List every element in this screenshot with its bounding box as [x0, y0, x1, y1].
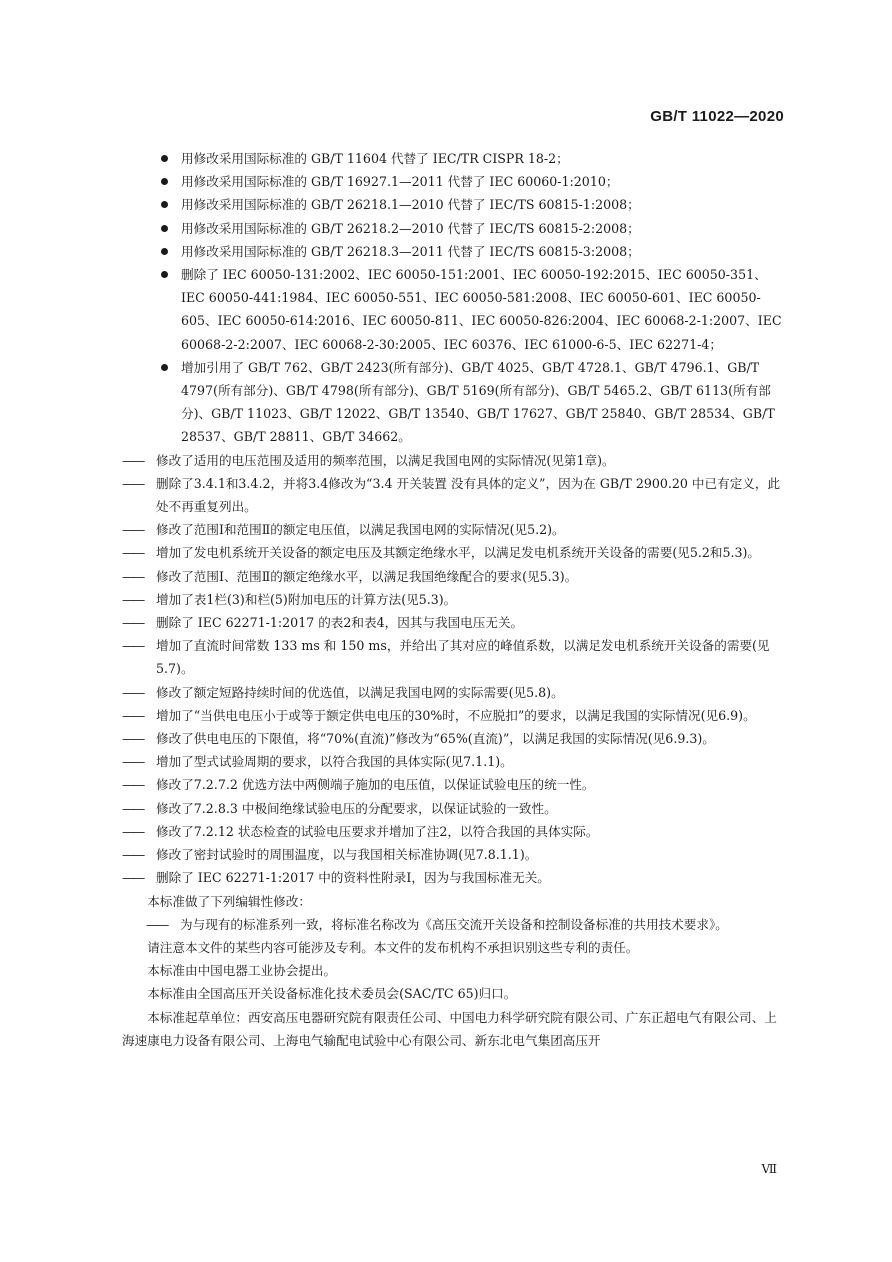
standard-number-header: GB/T 11022—2020	[650, 108, 784, 125]
change-item: —— 增加了表1栏(3)和栏(5)附加电压的计算方法(见5.3)。	[122, 588, 788, 611]
bullet-item: 增加引用了 GB/T 762、GB/T 2423(所有部分)、GB/T 4025、GB/T 4728.1、GB/T 4796.1、GB/T 4797(所有部分)、GB/T 4798(所有部分)、GB/T 5169(所有部分)、GB/T 5465.2、GB/T 6113(所有部分)、GB/T 11023、GB/T 12022、GB/T 13540、GB/T 17627、GB/T 25840、GB/T 28534、GB/T 28537、GB/T 28811、GB/T 34662。	[122, 356, 788, 449]
bullet-item: 用修改采用国际标准的 GB/T 11604 代替了 IEC/TR CISPR 18-2；	[122, 147, 788, 170]
change-item: —— 增加了发电机系统开关设备的额定电压及其额定绝缘水平，以满足发电机系统开关设备的需要(见5.2和5.3)。	[122, 541, 788, 564]
bullet-item: 用修改采用国际标准的 GB/T 26218.2—2010 代替了 IEC/TS 60815-2:2008；	[122, 217, 788, 240]
change-item: —— 删除了 IEC 62271-1:2017 的表2和表4，因其与我国电压无关。	[122, 611, 788, 634]
bullet-item: 用修改采用国际标准的 GB/T 26218.3—2011 代替了 IEC/TS 60815-3:2008；	[122, 240, 788, 263]
change-item: —— 修改了供电电压的下限值，将“70%(直流)”修改为“65%(直流)”，以满足我国的实际情况(见6.9.3)。	[122, 727, 788, 750]
drafting-units: 本标准起草单位：西安高压电器研究院有限责任公司、中国电力科学研究院有限公司、广东正超电气有限公司、上海速康电力设备有限公司、上海电气输配电试验中心有限公司、新东北电气集团高压开	[122, 1009, 777, 1048]
change-item: —— 修改了密封试验时的周围温度，以与我国相关标准协调(见7.8.1.1)。	[122, 843, 788, 866]
editorial-intro: 本标准做了下列编辑性修改：	[147, 893, 311, 909]
proposer-statement: 本标准由中国电器工业协会提出。	[147, 963, 337, 979]
change-item: —— 删除了3.4.1和3.4.2，并将3.4修改为“3.4 开关装置 没有具体的定义”，因为在 GB/T 2900.20 中已有定义，此处不再重复列出。	[122, 472, 788, 518]
page-number: Ⅶ	[761, 1162, 777, 1176]
change-item: —— 删除了 IEC 62271-1:2017 中的资料性附录I，因为与我国标准无关。	[122, 866, 788, 889]
committee-statement: 本标准由全国高压开关设备标准化技术委员会(SAC/TC 65)归口。	[147, 986, 517, 1002]
change-item: —— 修改了额定短路持续时间的优选值，以满足我国电网的实际需要(见5.8)。	[122, 681, 788, 704]
editorial-item: —— 为与现有的标准系列一致，将标准名称改为《高压交流开关设备和控制设备标准的共用技术要求》。	[122, 913, 788, 936]
page-body	[122, 147, 788, 1052]
change-item: —— 增加了“当供电电压小于或等于额定供电电压的30%时，不应脱扣”的要求，以满足我国的实际情况(见6.9)。	[122, 704, 788, 727]
change-item: —— 修改了适用的电压范围及适用的频率范围，以满足我国电网的实际情况(见第1章)。	[122, 449, 788, 472]
change-item: —— 增加了直流时间常数 133 ms 和 150 ms，并给出了其对应的峰值系数，以满足发电机系统开关设备的需要(见5.7)。	[122, 634, 788, 680]
change-item: —— 增加了型式试验周期的要求，以符合我国的具体实际(见7.1.1)。	[122, 750, 788, 773]
bullet-item: 用修改采用国际标准的 GB/T 26218.1—2010 代替了 IEC/TS 60815-1:2008；	[122, 193, 788, 216]
change-item: —— 修改了7.2.7.2 优选方法中两侧端子施加的电压值，以保证试验电压的统一性。	[122, 773, 788, 796]
change-item: —— 修改了范围Ⅰ和范围Ⅱ的额定电压值，以满足我国电网的实际情况(见5.2)。	[122, 518, 788, 541]
bullet-item: 删除了 IEC 60050-131:2002、IEC 60050-151:2001、IEC 60050-192:2015、IEC 60050-351、IEC 60050-441:1984、IEC 60050-551、IEC 60050-581:2008、IEC 60050-601、IEC 60050-605、IEC 60050-614:2016、IEC 60050-811、IEC 60050-826:2004、IEC 60068-2-1:2007、IEC 60068-2-2:2007、IEC 60068-2-30:2005、IEC 60376、IEC 61000-6-5、IEC 62271-4；	[122, 263, 788, 356]
change-item: —— 修改了范围Ⅰ、范围Ⅱ的额定绝缘水平，以满足我国绝缘配合的要求(见5.3)。	[122, 565, 788, 588]
change-item: —— 修改了7.2.8.3 中极间绝缘试验电压的分配要求，以保证试验的一致性。	[122, 797, 788, 820]
bullet-item: 用修改采用国际标准的 GB/T 16927.1—2011 代替了 IEC 60060-1:2010；	[122, 170, 788, 193]
patent-notice: 请注意本文件的某些内容可能涉及专利。本文件的发布机构不承担识别这些专利的责任。	[147, 939, 639, 955]
change-item: —— 修改了7.2.12 状态检查的试验电压要求并增加了注2，以符合我国的具体实际。	[122, 820, 788, 843]
